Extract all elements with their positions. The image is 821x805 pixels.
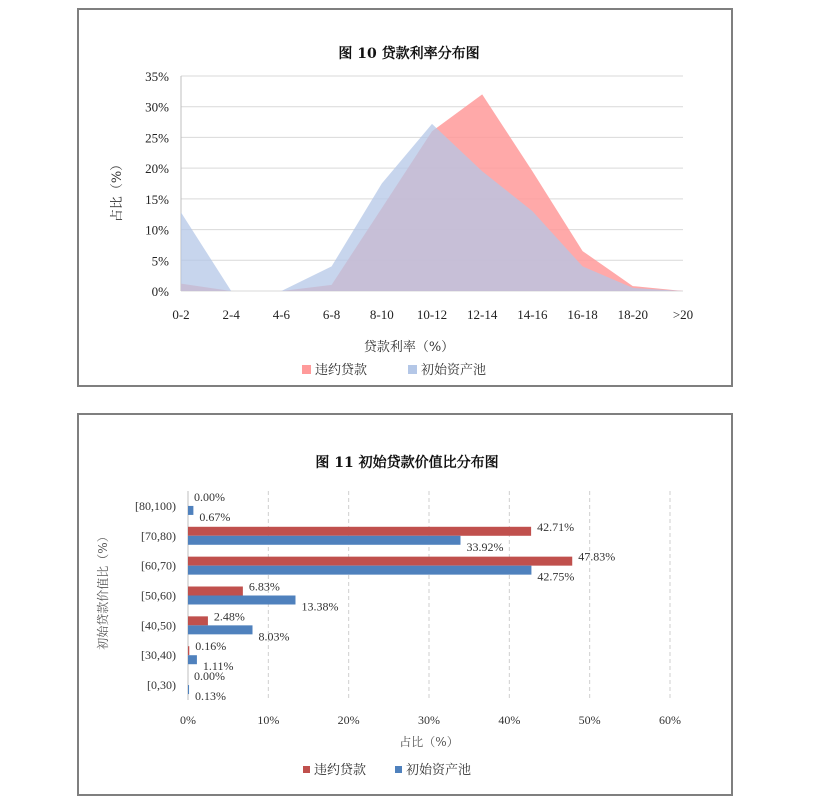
chart2-bar [188,536,460,545]
chart2-data-label: 2.48% [213,609,245,624]
chart1-y-tick-label: 15% [145,191,169,207]
chart1-y-axis-label: 占比（%） [110,157,125,223]
chart2-y-tick-label: [30,40) [141,648,176,663]
chart2-x-axis-label: 占比（%） [399,735,459,749]
chart2-x-tick-label: 10% [257,713,280,727]
chart1-x-tick-label: 10-12 [416,307,448,322]
chart-panel-ltv [77,413,733,796]
chart1-x-tick-label: 4-6 [272,307,291,322]
chart2-data-label: 42.75% [537,569,575,584]
chart2-data-label: 6.83% [248,579,280,594]
chart2-data-label: 0.00% [194,669,225,684]
chart1-area-series-2 [181,124,683,291]
chart1-x-tick-label: 6-8 [322,307,341,322]
chart1-y-tick-label: 10% [145,222,169,238]
chart2-bar [188,616,208,625]
chart2-legend-label: 违约贷款 [314,763,367,778]
chart1-x-tick-label: 12-14 [467,307,498,322]
chart1-legend-swatch [408,365,417,374]
chart2-y-axis-label: 初始贷款价值比（%） [96,530,110,650]
chart1-y-tick-label: 5% [151,253,169,269]
chart2-bar [188,646,189,655]
ltv-bar-chart [79,415,735,798]
chart2-x-tick-label: 60% [659,713,681,727]
chart2-bar [188,587,243,596]
chart1-y-tick-label: 35% [145,69,169,84]
chart1-x-tick-label: 8-10 [369,307,394,322]
chart2-x-tick-label: 40% [498,713,521,727]
chart1-title: 图 10 贷款利率分布图 [338,46,480,62]
chart1-x-tick-label: 0-2 [172,307,190,322]
chart2-data-label: 33.92% [466,539,504,554]
chart1-x-tick-label: 2-4 [222,307,240,322]
chart2-data-label: 0.16% [195,639,227,654]
chart1-x-tick-label: 14-16 [517,307,548,322]
chart2-data-label: 1.11% [202,659,234,674]
chart-panel-loan-rate [77,8,733,387]
loan-rate-area-chart [79,10,735,389]
chart2-bar [188,685,189,694]
chart2-x-tick-label: 50% [578,713,601,727]
chart2-data-label: 0.67% [199,509,231,524]
chart1-legend-swatch [302,365,311,374]
chart1-y-tick-label: 20% [145,161,169,177]
chart2-bar [188,506,193,515]
chart2-data-label: 8.03% [258,629,290,644]
chart2-bar [188,566,531,575]
chart2-y-tick-label: [70,80) [141,528,176,543]
chart2-data-label: 0.13% [195,689,227,704]
chart2-bar [188,625,253,634]
chart2-x-tick-label: 20% [337,713,360,727]
chart2-bar [188,527,531,536]
chart2-bar [188,557,572,566]
chart1-x-tick-label: 18-20 [617,307,648,322]
chart1-x-tick-label: >20 [672,307,694,322]
chart2-x-tick-label: 30% [418,713,440,727]
chart1-y-tick-label: 0% [151,284,169,299]
chart2-bar [188,596,295,605]
chart2-bar [188,655,197,664]
chart1-x-tick-label: 16-18 [567,307,598,322]
chart2-y-tick-label: [40,50) [141,618,176,633]
chart2-data-label: 42.71% [537,519,575,534]
chart2-legend-swatch [395,766,402,773]
chart1-x-axis-label: 贷款利率（%） [363,340,455,355]
chart2-y-tick-label: [50,60) [141,588,176,603]
chart2-y-tick-label: [80,100) [135,498,176,513]
chart2-legend-swatch [303,766,310,773]
chart2-title: 图 11 初始贷款价值比分布图 [315,455,499,471]
chart2-x-tick-label: 0% [180,713,196,727]
chart1-y-tick-label: 30% [145,99,169,115]
chart2-data-label: 13.38% [301,599,339,614]
chart2-y-tick-label: [0,30) [147,678,176,693]
chart2-y-tick-label: [60,70) [141,558,176,573]
chart1-legend-label: 初始资产池 [421,363,487,378]
chart2-data-label: 0.00% [194,489,225,504]
chart2-legend-label: 初始资产池 [406,763,472,778]
chart2-data-label: 47.83% [578,549,616,564]
chart1-legend-label: 违约贷款 [315,363,368,378]
chart1-y-tick-label: 25% [145,130,169,146]
